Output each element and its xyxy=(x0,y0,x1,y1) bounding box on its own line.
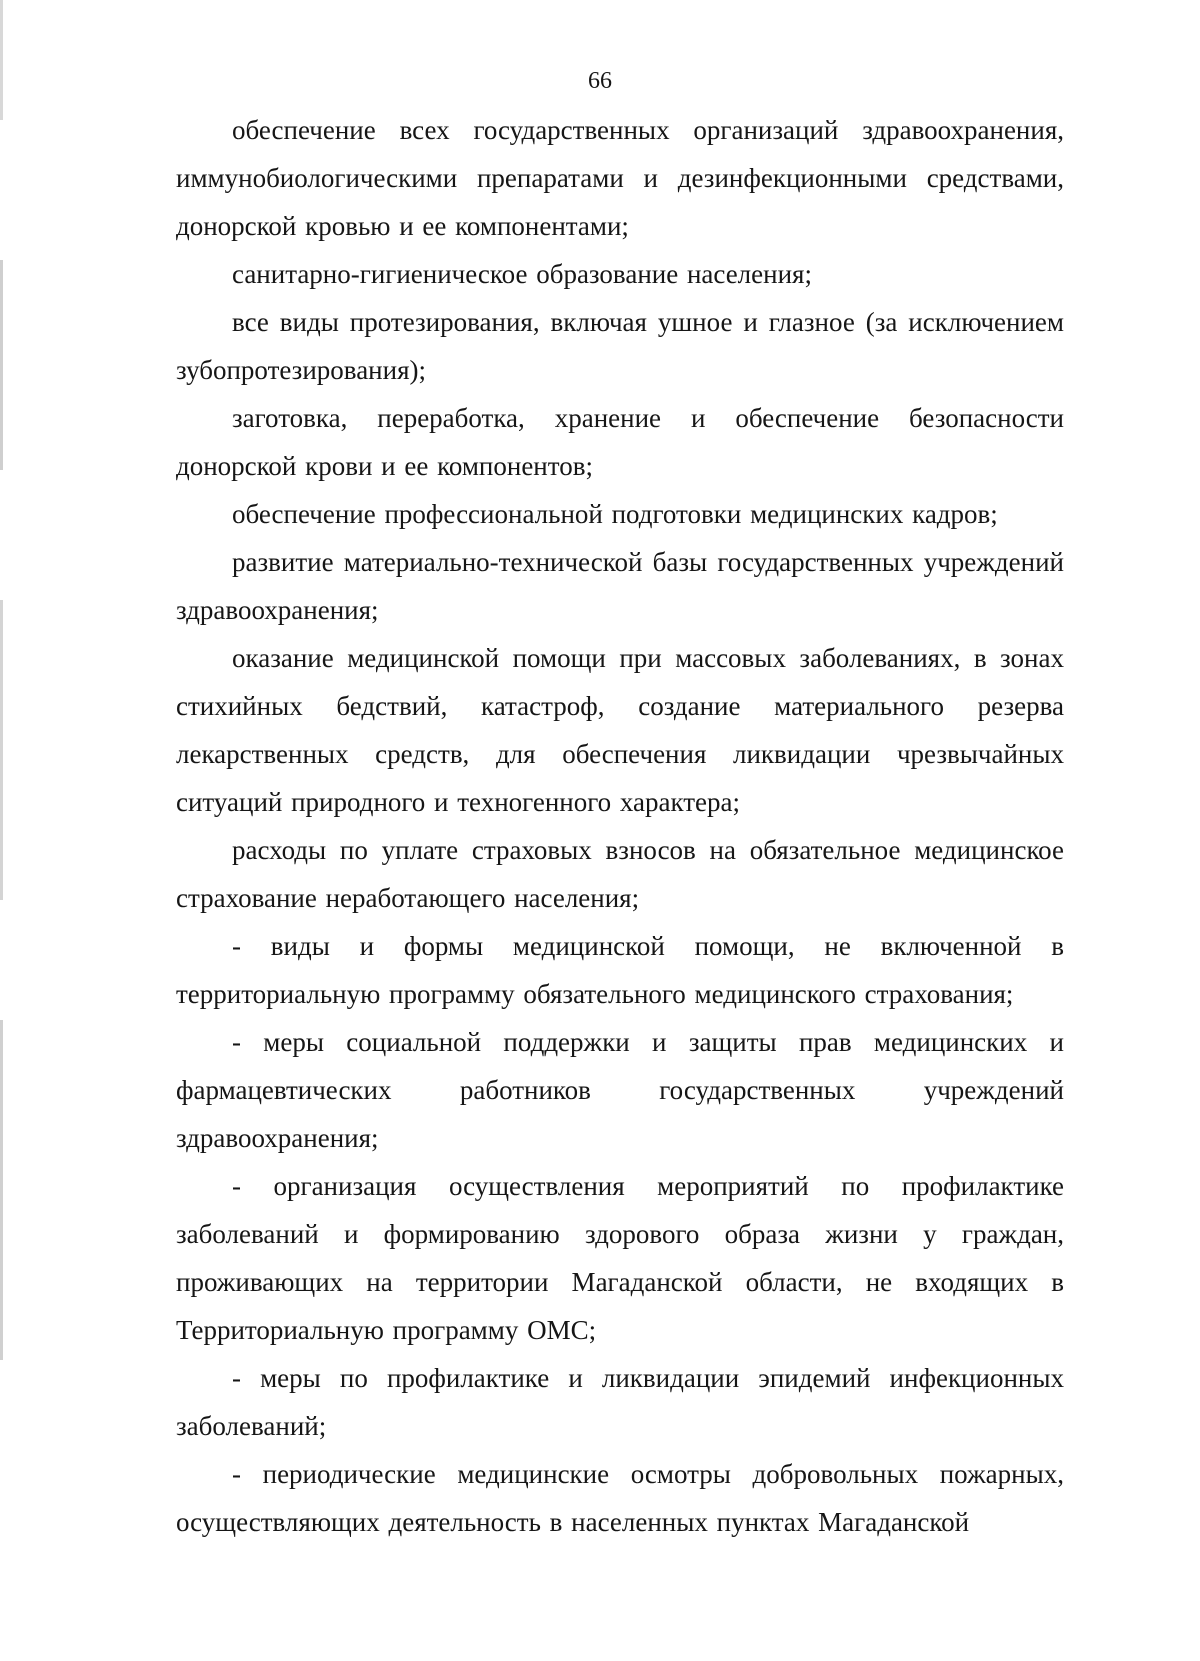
scan-edge xyxy=(0,0,3,1661)
paragraph-epidemics: - меры по профилактике и ликвидации эпидемий инфекционных заболеваний; xyxy=(176,1363,1064,1441)
page-number: 66 xyxy=(588,68,612,94)
paragraph-social-support: - меры социальной поддержки и защиты прав медицинских и фармацевтических работников государственных учреждений здравоохранения; xyxy=(176,1027,1064,1153)
paragraph-donor-blood: заготовка, переработка, хранение и обеспечение безопасности донорской крови и ее компонентов; xyxy=(176,403,1064,481)
paragraph-emergency-care: оказание медицинской помощи при массовых заболеваниях, в зонах стихийных бедствий, катастроф, создание материального резерва лекарственных средств, для обеспечения ликвидации чрезвычайных ситуаций природного и техногенного характера; xyxy=(176,643,1064,817)
paragraph-insurance-contributions: расходы по уплате страховых взносов на обязательное медицинское страхование неработающего населения; xyxy=(176,835,1064,913)
paragraph-staff-training: обеспечение профессиональной подготовки медицинских кадров; xyxy=(232,499,998,529)
paragraph-care-types: - виды и формы медицинской помощи, не включенной в территориальную программу обязательного медицинского страхования; xyxy=(176,931,1064,1009)
paragraph-sanitary-education: санитарно-гигиеническое образование населения; xyxy=(232,259,812,289)
paragraph-healthcare-supply: обеспечение всех государственных организаций здравоохранения, иммунобиологическими препаратами и дезинфекционными средствами, донорской кровью и ее компонентами; xyxy=(176,115,1064,241)
paragraph-prosthetics: все виды протезирования, включая ушное и глазное (за исключением зубопротезирования); xyxy=(176,307,1064,385)
paragraph-firefighter-checkups: - периодические медицинские осмотры добровольных пожарных, осуществляющих деятельность в населенных пунктах Магаданской xyxy=(176,1459,1064,1537)
paragraph-material-base: развитие материально-технической базы государственных учреждений здравоохранения; xyxy=(176,547,1064,625)
paragraph-disease-prevention: - организация осуществления мероприятий по профилактике заболеваний и формированию здорового образа жизни у граждан, проживающих на территории Магаданской области, не входящих в Территориальную программу ОМС; xyxy=(176,1171,1064,1345)
document-body xyxy=(176,106,1064,1546)
